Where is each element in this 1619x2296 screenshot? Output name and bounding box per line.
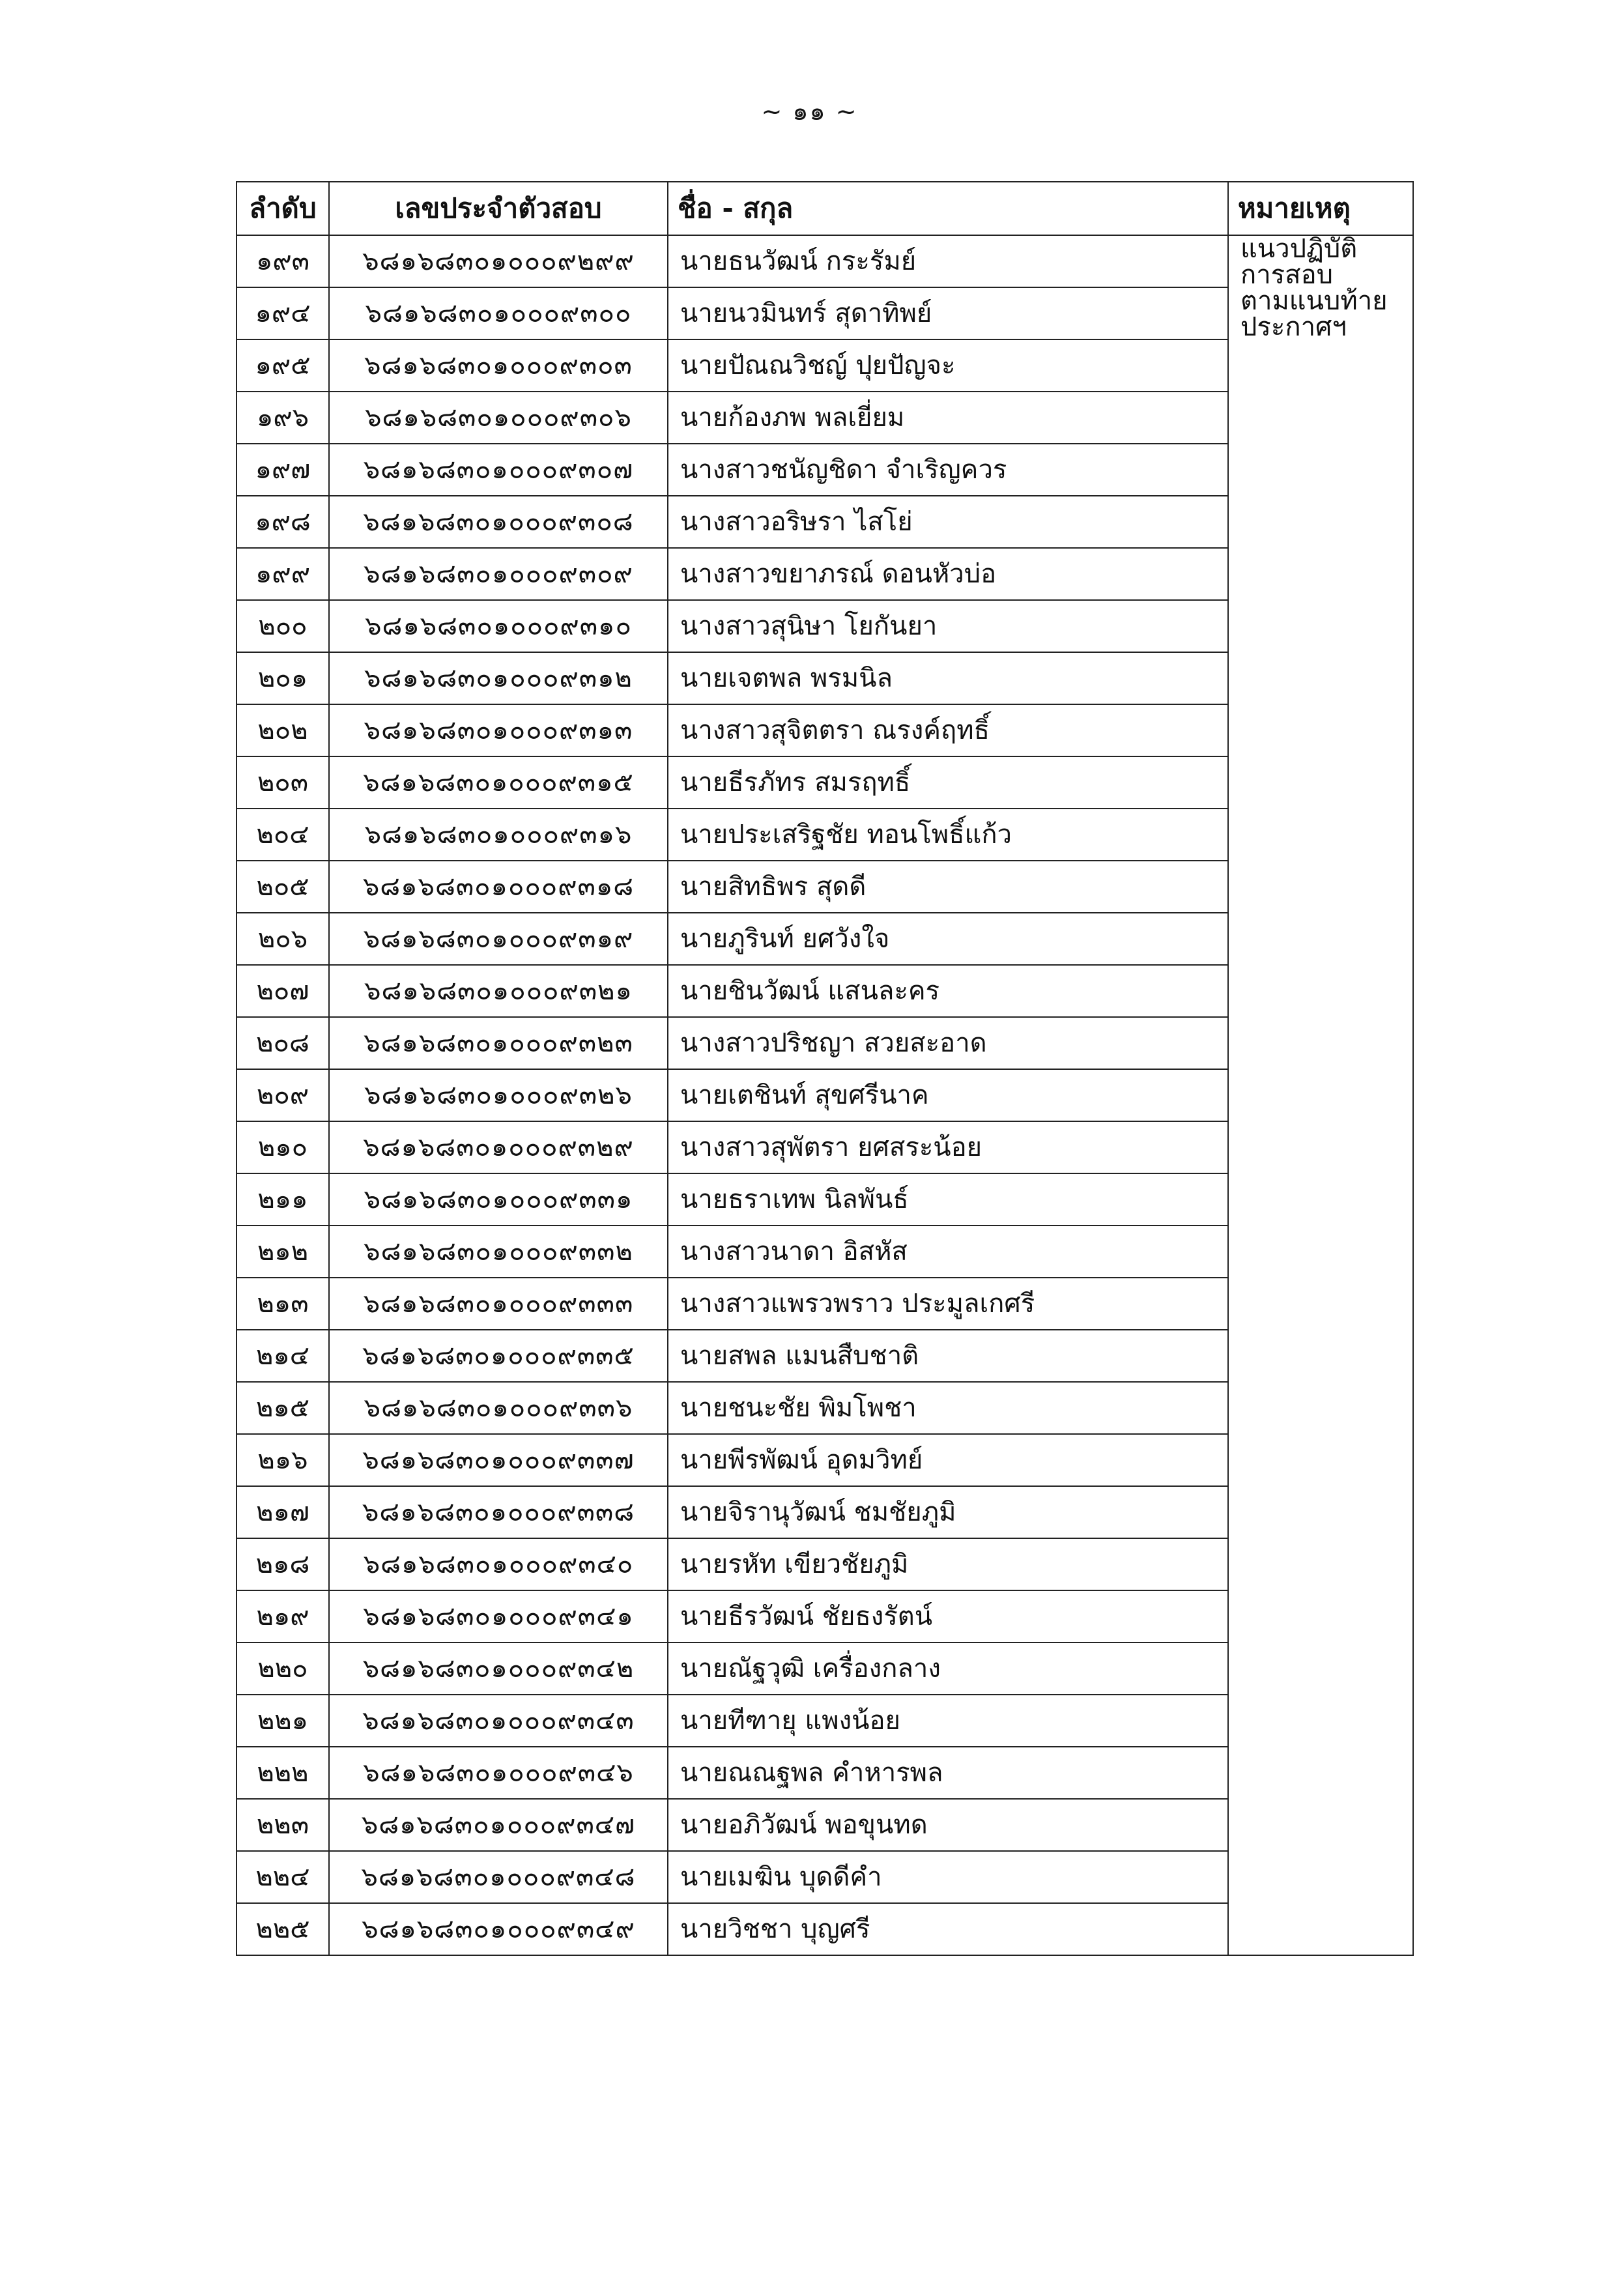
row-number: ๒๐๔ bbox=[236, 809, 329, 861]
row-number: ๑๙๘ bbox=[236, 496, 329, 548]
row-number: ๒๒๔ bbox=[236, 1851, 329, 1903]
header-no: ลำดับ bbox=[236, 182, 329, 235]
exam-id: ๖๘๑๖๘๓๐๑๐๐๐๙๓๓๓ bbox=[329, 1278, 668, 1330]
row-number: ๑๙๕ bbox=[236, 339, 329, 392]
candidate-name: นายทีฑายุ แพงน้อย bbox=[668, 1695, 1228, 1747]
candidate-name: นายณณฐพล คำหารพล bbox=[668, 1747, 1228, 1799]
candidate-name: นางสาวแพรวพราว ประมูลเกศรี bbox=[668, 1278, 1228, 1330]
header-remark: หมายเหตุ bbox=[1228, 182, 1413, 235]
exam-id: ๖๘๑๖๘๓๐๑๐๐๐๙๓๑๙ bbox=[329, 913, 668, 965]
candidate-name: นางสาวสุจิตตรา ณรงค์ฤทธิ์ bbox=[668, 704, 1228, 756]
candidate-name: นายสิทธิพร สุดดี bbox=[668, 861, 1228, 913]
exam-id: ๖๘๑๖๘๓๐๑๐๐๐๙๓๔๙ bbox=[329, 1903, 668, 1955]
candidate-name: นายเจตพล พรมนิล bbox=[668, 652, 1228, 704]
candidate-name: นายเมฆิน บุดดีคำ bbox=[668, 1851, 1228, 1903]
exam-id: ๖๘๑๖๘๓๐๑๐๐๐๙๓๒๓ bbox=[329, 1017, 668, 1069]
remark-line: ตามแนบท้าย bbox=[1240, 286, 1388, 316]
exam-id: ๖๘๑๖๘๓๐๑๐๐๐๙๓๐๙ bbox=[329, 548, 668, 600]
candidate-name: นายอภิวัฒน์ พอขุนทด bbox=[668, 1799, 1228, 1851]
candidate-name: นายธีรวัฒน์ ชัยธงรัตน์ bbox=[668, 1590, 1228, 1643]
row-number: ๑๙๓ bbox=[236, 235, 329, 287]
candidate-name: นายปัณณวิชญ์ ปุยปัญจะ bbox=[668, 339, 1228, 392]
table-row bbox=[236, 235, 1413, 287]
row-number: ๒๐๓ bbox=[236, 756, 329, 809]
table-header-row bbox=[236, 182, 1413, 235]
row-number: ๑๙๗ bbox=[236, 444, 329, 496]
row-number: ๒๐๑ bbox=[236, 652, 329, 704]
exam-id: ๖๘๑๖๘๓๐๑๐๐๐๙๓๓๘ bbox=[329, 1486, 668, 1538]
exam-id: ๖๘๑๖๘๓๐๑๐๐๐๙๓๓๕ bbox=[329, 1330, 668, 1382]
remark-line: การสอบ bbox=[1240, 260, 1333, 290]
candidate-name: นายรหัท เขียวชัยภูมิ bbox=[668, 1538, 1228, 1590]
candidate-name: นายธราเทพ นิลพันธ์ bbox=[668, 1173, 1228, 1226]
row-number: ๑๙๖ bbox=[236, 392, 329, 444]
exam-id: ๖๘๑๖๘๓๐๑๐๐๐๙๓๒๖ bbox=[329, 1069, 668, 1121]
exam-id: ๖๘๑๖๘๓๐๑๐๐๐๙๓๐๗ bbox=[329, 444, 668, 496]
exam-id: ๖๘๑๖๘๓๐๑๐๐๐๙๓๔๐ bbox=[329, 1538, 668, 1590]
row-number: ๒๑๐ bbox=[236, 1121, 329, 1173]
candidate-name: นายชนะชัย พิมโพชา bbox=[668, 1382, 1228, 1434]
exam-id: ๖๘๑๖๘๓๐๑๐๐๐๙๓๓๑ bbox=[329, 1173, 668, 1226]
candidate-name: นายจิรานุวัฒน์ ชมชัยภูมิ bbox=[668, 1486, 1228, 1538]
row-number: ๒๐๕ bbox=[236, 861, 329, 913]
exam-id: ๖๘๑๖๘๓๐๑๐๐๐๙๓๔๑ bbox=[329, 1590, 668, 1643]
exam-id: ๖๘๑๖๘๓๐๑๐๐๐๙๓๒๑ bbox=[329, 965, 668, 1017]
exam-id: ๖๘๑๖๘๓๐๑๐๐๐๙๓๔๘ bbox=[329, 1851, 668, 1903]
exam-id: ๖๘๑๖๘๓๐๑๐๐๐๙๓๓๖ bbox=[329, 1382, 668, 1434]
row-number: ๒๐๙ bbox=[236, 1069, 329, 1121]
candidate-name: นายภูรินท์ ยศวังใจ bbox=[668, 913, 1228, 965]
row-number: ๒๑๗ bbox=[236, 1486, 329, 1538]
row-number: ๒๐๘ bbox=[236, 1017, 329, 1069]
candidate-name: นายพีรพัฒน์ อุดมวิทย์ bbox=[668, 1434, 1228, 1486]
row-number: ๒๑๑ bbox=[236, 1173, 329, 1226]
exam-id: ๖๘๑๖๘๓๐๑๐๐๐๙๓๓๗ bbox=[329, 1434, 668, 1486]
header-exam-id: เลขประจำตัวสอบ bbox=[329, 182, 668, 235]
header-name: ชื่อ - สกุล bbox=[668, 182, 1228, 235]
candidate-name: นายณัฐวุฒิ เครื่องกลาง bbox=[668, 1643, 1228, 1695]
table-body bbox=[236, 235, 1413, 1955]
candidate-name: นายนวมินทร์ สุดาทิพย์ bbox=[668, 287, 1228, 339]
candidate-name: นายสพล แมนสืบชาติ bbox=[668, 1330, 1228, 1382]
exam-id: ๖๘๑๖๘๓๐๑๐๐๐๙๓๑๘ bbox=[329, 861, 668, 913]
candidate-name: นายก้องภพ พลเยี่ยม bbox=[668, 392, 1228, 444]
candidate-name: นางสาวอริษรา ไสโย่ bbox=[668, 496, 1228, 548]
row-number: ๒๐๒ bbox=[236, 704, 329, 756]
remark-line: แนวปฏิบัติ bbox=[1240, 235, 1358, 264]
exam-id: ๖๘๑๖๘๓๐๑๐๐๐๙๓๔๖ bbox=[329, 1747, 668, 1799]
candidate-name: นางสาวสุพัตรา ยศสระน้อย bbox=[668, 1121, 1228, 1173]
exam-id: ๖๘๑๖๘๓๐๑๐๐๐๙๓๑๕ bbox=[329, 756, 668, 809]
remark-cell bbox=[1228, 235, 1413, 1955]
row-number: ๒๒๑ bbox=[236, 1695, 329, 1747]
row-number: ๒๑๒ bbox=[236, 1226, 329, 1278]
candidate-name: นายวิชชา บุญศรี bbox=[668, 1903, 1228, 1955]
row-number: ๒๑๖ bbox=[236, 1434, 329, 1486]
row-number: ๒๒๕ bbox=[236, 1903, 329, 1955]
candidate-name: นายธนวัฒน์ กระรัมย์ bbox=[668, 235, 1228, 287]
row-number: ๒๒๐ bbox=[236, 1643, 329, 1695]
row-number: ๑๙๙ bbox=[236, 548, 329, 600]
row-number: ๒๑๕ bbox=[236, 1382, 329, 1434]
exam-id: ๖๘๑๖๘๓๐๑๐๐๐๙๓๑๒ bbox=[329, 652, 668, 704]
row-number: ๑๙๔ bbox=[236, 287, 329, 339]
remark-line: ประกาศฯ bbox=[1240, 312, 1347, 342]
page-number: ~ ๑๑ ~ bbox=[761, 97, 858, 126]
candidate-name: นายประเสริฐชัย ทอนโพธิ์แก้ว bbox=[668, 809, 1228, 861]
exam-id: ๖๘๑๖๘๓๐๑๐๐๐๙๓๓๒ bbox=[329, 1226, 668, 1278]
candidate-table bbox=[236, 181, 1414, 1956]
exam-id: ๖๘๑๖๘๓๐๑๐๐๐๙๓๐๓ bbox=[329, 339, 668, 392]
exam-id: ๖๘๑๖๘๓๐๑๐๐๐๙๓๒๙ bbox=[329, 1121, 668, 1173]
row-number: ๒๐๐ bbox=[236, 600, 329, 652]
row-number: ๒๒๓ bbox=[236, 1799, 329, 1851]
candidate-name: นางสาวสุนิษา โยกันยา bbox=[668, 600, 1228, 652]
exam-id: ๖๘๑๖๘๓๐๑๐๐๐๙๓๐๖ bbox=[329, 392, 668, 444]
row-number: ๒๑๔ bbox=[236, 1330, 329, 1382]
exam-id: ๖๘๑๖๘๓๐๑๐๐๐๙๓๔๒ bbox=[329, 1643, 668, 1695]
exam-id: ๖๘๑๖๘๓๐๑๐๐๐๙๒๙๙ bbox=[329, 235, 668, 287]
row-number: ๒๑๙ bbox=[236, 1590, 329, 1643]
row-number: ๒๐๖ bbox=[236, 913, 329, 965]
exam-id: ๖๘๑๖๘๓๐๑๐๐๐๙๓๑๓ bbox=[329, 704, 668, 756]
row-number: ๒๑๓ bbox=[236, 1278, 329, 1330]
row-number: ๒๑๘ bbox=[236, 1538, 329, 1590]
exam-id: ๖๘๑๖๘๓๐๑๐๐๐๙๓๐๐ bbox=[329, 287, 668, 339]
candidate-name: นายธีรภัทร สมรฤทธิ์ bbox=[668, 756, 1228, 809]
candidate-name: นางสาวปริชญา สวยสะอาด bbox=[668, 1017, 1228, 1069]
exam-id: ๖๘๑๖๘๓๐๑๐๐๐๙๓๔๗ bbox=[329, 1799, 668, 1851]
exam-id: ๖๘๑๖๘๓๐๑๐๐๐๙๓๑๖ bbox=[329, 809, 668, 861]
row-number: ๒๒๒ bbox=[236, 1747, 329, 1799]
candidate-name: นางสาวชนัญชิดา จำเริญควร bbox=[668, 444, 1228, 496]
candidate-name: นางสาวขยาภรณ์ ดอนหัวบ่อ bbox=[668, 548, 1228, 600]
candidate-name: นายเตชินท์ สุขศรีนาค bbox=[668, 1069, 1228, 1121]
row-number: ๒๐๗ bbox=[236, 965, 329, 1017]
exam-id: ๖๘๑๖๘๓๐๑๐๐๐๙๓๔๓ bbox=[329, 1695, 668, 1747]
exam-id: ๖๘๑๖๘๓๐๑๐๐๐๙๓๑๐ bbox=[329, 600, 668, 652]
exam-id: ๖๘๑๖๘๓๐๑๐๐๐๙๓๐๘ bbox=[329, 496, 668, 548]
candidate-name: นางสาวนาดา อิสหัส bbox=[668, 1226, 1228, 1278]
candidate-name: นายชินวัฒน์ แสนละคร bbox=[668, 965, 1228, 1017]
